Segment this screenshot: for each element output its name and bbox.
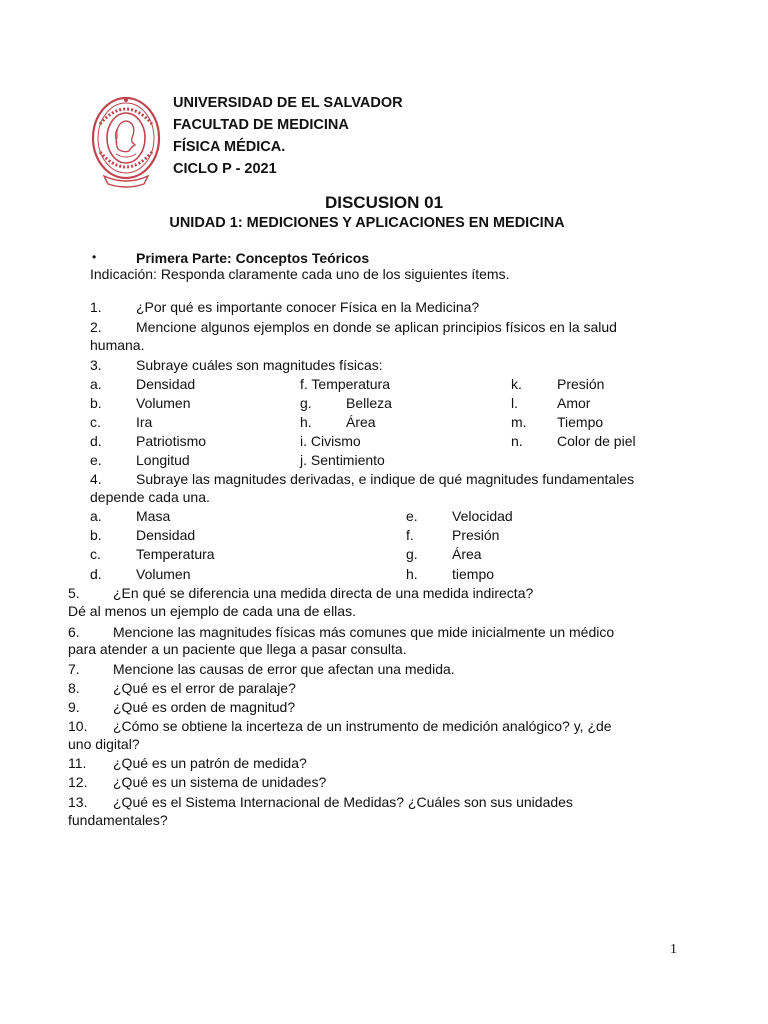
question-text: ¿Qué es un patrón de medida?: [113, 755, 307, 771]
question-number: 10.: [68, 718, 88, 734]
part-heading: Primera Parte: Conceptos Teóricos: [136, 250, 370, 266]
question-text-cont: fundamentales?: [68, 812, 168, 828]
question-text-cont: uno digital?: [68, 736, 140, 752]
option-letter: h.: [300, 414, 312, 430]
question-text-cont: Dé al menos un ejemplo de cada una de ellas.: [68, 603, 356, 619]
option-text: Belleza: [346, 395, 392, 411]
instruction: Indicación: Responda claramente cada uno de los siguientes ítems.: [90, 266, 510, 282]
question-text: ¿Cómo se obtiene la incerteza de un instrumento de medición analógico? y, ¿de: [113, 718, 612, 734]
question-text: Mencione las causas de error que afectan una medida.: [113, 661, 455, 677]
faculty-name: FACULTAD DE MEDICINA: [173, 117, 349, 133]
option-text: Tiempo: [557, 414, 604, 430]
option-letter: g.: [300, 395, 312, 411]
option-letter: e.: [90, 452, 102, 468]
option-text: Área: [452, 546, 482, 562]
question-number: 1.: [90, 299, 102, 315]
option-letter: a.: [90, 508, 102, 524]
option-letter: h.: [406, 566, 418, 582]
question-text: ¿En qué se diferencia una medida directa de una medida indirecta?: [113, 585, 534, 601]
question-text: Mencione algunos ejemplos en donde se aplican principios físicos en la salud: [136, 319, 617, 335]
option-letter: k.: [511, 376, 522, 392]
option-letter: a.: [90, 376, 102, 392]
question-number: 6.: [68, 624, 80, 640]
option-text: Amor: [557, 395, 591, 411]
option-letter: b.: [90, 395, 102, 411]
question-text: ¿Qué es orden de magnitud?: [113, 699, 296, 715]
option-text: Color de piel: [557, 433, 636, 449]
document-title: DISCUSION 01: [324, 193, 444, 212]
option-text: Ira: [136, 414, 153, 430]
question-number: 8.: [68, 680, 80, 696]
question-text: ¿Qué es el error de paralaje?: [113, 680, 296, 696]
option-text: Presión: [557, 376, 605, 392]
question-text: ¿Qué es un sistema de unidades?: [113, 774, 327, 790]
question-text: ¿Por qué es importante conocer Física en la Medicina?: [136, 299, 480, 315]
question-text-cont: para atender a un paciente que llega a pasar consulta.: [68, 641, 407, 657]
option-text: i. Civismo: [300, 433, 361, 449]
option-letter: g.: [406, 546, 418, 562]
question-text: Subraye las magnitudes derivadas, e indique de qué magnitudes fundamentales: [136, 471, 635, 487]
question-number: 7.: [68, 661, 80, 677]
option-letter: e.: [406, 508, 418, 524]
university-seal: [90, 94, 162, 190]
question-number: 12.: [68, 774, 88, 790]
bullet: •: [92, 250, 97, 264]
cycle-label: CICLO P - 2021: [173, 161, 277, 177]
option-text: Presión: [452, 527, 500, 543]
option-text: Área: [346, 414, 376, 430]
option-letter: f.: [406, 527, 414, 543]
option-text: Volumen: [136, 395, 191, 411]
option-letter: l.: [511, 395, 518, 411]
option-text: Masa: [136, 508, 171, 524]
option-text: Temperatura: [136, 546, 215, 562]
option-letter: m.: [511, 414, 527, 430]
option-letter: n.: [511, 433, 523, 449]
option-text: f. Temperatura: [300, 376, 391, 392]
question-number: 2.: [90, 319, 102, 335]
option-letter: c.: [90, 546, 101, 562]
question-number: 5.: [68, 585, 80, 601]
question-number: 13.: [68, 794, 88, 810]
question-text-cont: humana.: [90, 337, 145, 353]
option-text: Densidad: [136, 527, 196, 543]
option-letter: d.: [90, 566, 102, 582]
option-letter: d.: [90, 433, 102, 449]
question-text: Subraye cuáles son magnitudes físicas:: [136, 357, 383, 373]
question-text: Mencione las magnitudes físicas más comunes que mide inicialmente un médico: [113, 624, 615, 640]
question-number: 3.: [90, 357, 102, 373]
option-letter: c.: [90, 414, 101, 430]
option-text: Volumen: [136, 566, 191, 582]
document-subtitle: UNIDAD 1: MEDICIONES Y APLICACIONES EN MEDICINA: [169, 215, 565, 231]
university-name: UNIVERSIDAD DE EL SALVADOR: [173, 95, 403, 111]
option-letter: b.: [90, 527, 102, 543]
question-number: 4.: [90, 471, 102, 487]
option-text: Densidad: [136, 376, 196, 392]
question-text: ¿Qué es el Sistema Internacional de Medidas? ¿Cuáles son sus unidades: [113, 794, 573, 810]
option-text: Patriotismo: [136, 433, 207, 449]
option-text: Velocidad: [452, 508, 513, 524]
question-text-cont: depende cada una.: [90, 489, 210, 505]
option-text: tiempo: [452, 566, 495, 582]
option-text: j. Sentimiento: [300, 452, 385, 468]
question-number: 11.: [68, 755, 87, 771]
page-number: 1: [670, 942, 677, 957]
option-text: Longitud: [136, 452, 190, 468]
question-number: 9.: [68, 699, 80, 715]
course-name: FÍSICA MÉDICA.: [173, 139, 286, 155]
